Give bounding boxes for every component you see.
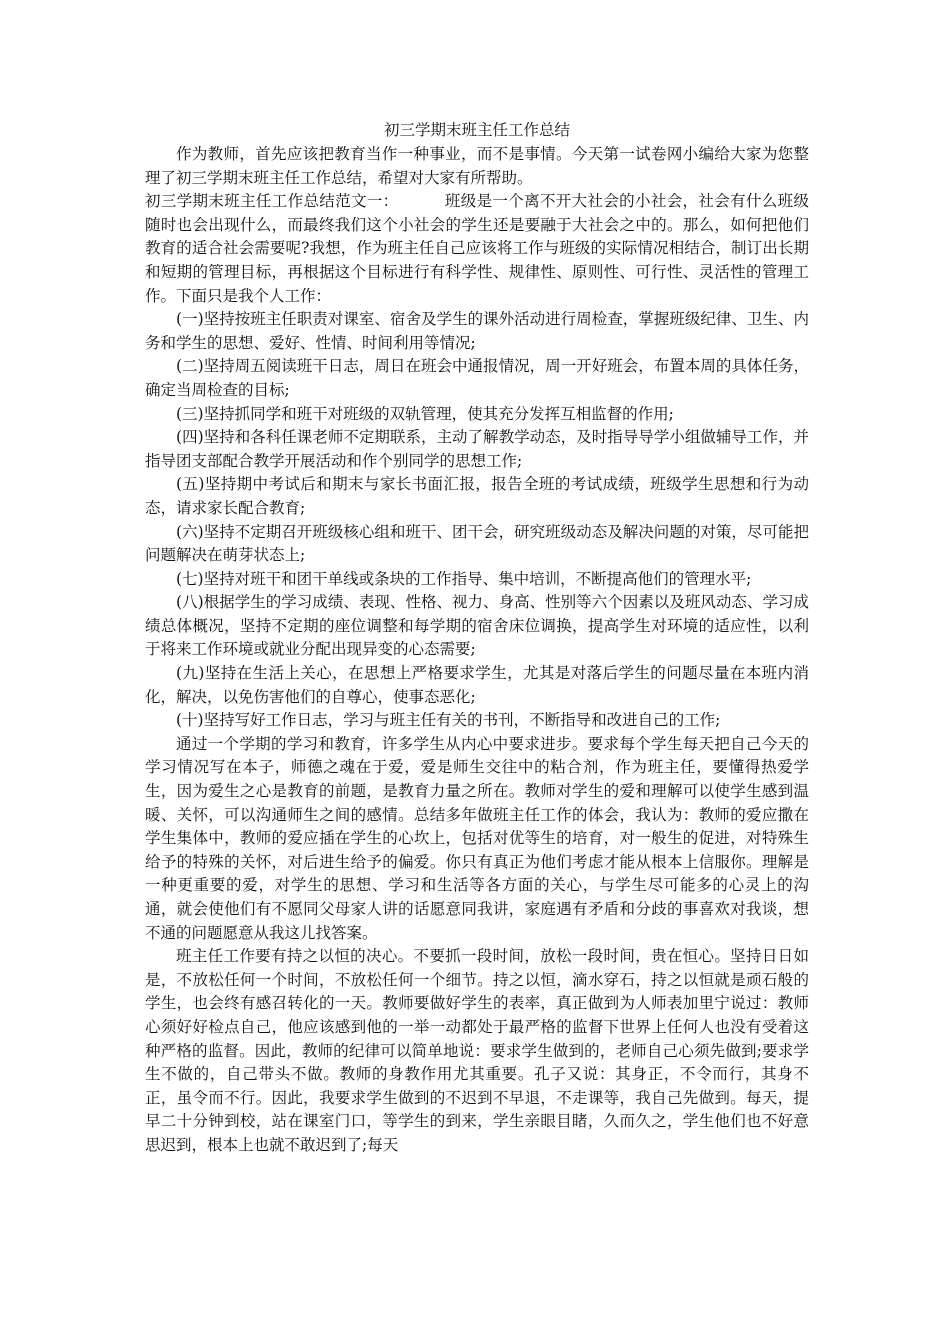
list-item: (一)坚持按班主任职责对课室、宿舍及学生的课外活动进行周检查，掌握班级纪律、卫生、内务和学生的思想、爱好、性情、时间利用等情况; [145, 310, 809, 352]
intro-paragraph: 作为教师，首先应该把教育当作一种事业，而不是事情。今天第一试卷网小编给大家为您整理了初三学期末班主任工作总结，希望对大家有所帮助。 [145, 145, 809, 187]
sample-heading: 初三学期末班主任工作总结范文一： [145, 192, 399, 211]
list-item: (八)根据学生的学习成绩、表现、性格、视力、身高、性别等六个因素以及班风动态、学习成绩总体概况，坚持不定期的座位调整和每学期的宿舍床位调换，提高学生对环境的适应性，以利于将来工作环境或就业分配出现异变的心态需要; [145, 593, 809, 659]
list-item: (二)坚持周五阅读班干日志，周日在班会中通报情况，周一开好班会，布置本周的具体任务，确定当周检查的目标; [145, 357, 809, 399]
body-paragraph-1: 通过一个学期的学习和教育，许多学生从内心中要求进步。要求每个学生每天把自己今天的学习情况写在本子，师德之魂在于爱，爱是师生交往中的粘合剂，作为班主任，要懂得热爱学生，因为爱生之心是教育的前题，是教育力量之所在。教师对学生的爱和理解可以使学生感到温暖、关怀，可以沟通师生之间的感情。总结多年做班主任工作的体会，我认为：教师的爱应撒在学生集体中，教师的爱应插在学生的心坎上，包括对优等生的培育，对一般生的促进，对特殊生给予的特殊的关怀，对后进生给予的偏爱。你只有真正为他们考虑才能从根本上信服你。理解是一种更重要的爱，对学生的思想、学习和生活等各方面的关心，与学生尽可能多的心灵上的沟通，就会使他们有不愿同父母家人讲的话愿意同我讲，家庭遇有矛盾和分歧的事喜欢对我谈，想不通的问题愿意从我这儿找答案。 [145, 734, 809, 942]
list-item: (四)坚持和各科任课老师不定期联系，主动了解教学动态，及时指导导学小组做辅导工作，并指导团支部配合教学开展活动和作个别同学的思想工作; [145, 428, 809, 470]
list-item: (三)坚持抓同学和班干对班级的双轨管理，使其充分发挥互相监督的作用; [176, 404, 674, 423]
list-item: (九)坚持在生活上关心，在思想上严格要求学生，尤其是对落后学生的问题尽量在本班内消化，解决，以免伤害他们的自尊心，使事态恶化; [145, 664, 809, 706]
list-item: (七)坚持对班干和团干单线或条块的工作指导、集中培训，不断提高他们的管理水平; [176, 569, 752, 588]
list-item: (五)坚持期中考试后和期末与家长书面汇报，报告全班的考试成绩，班级学生思想和行为动态，请求家长配合教育; [145, 475, 809, 517]
sample-text: 班级是一个离不开大社会的小社会，社会有什么班级随时也会出现什么，而最终我们这个小社会的学生还是要融于大社会之中的。那么，如何把他们教育的适合社会需要呢?我想，作为班主任自己应该将工作与班级的实际情况相结合，制订出长期和短期的管理目标，再根据这个目标进行有科学性、规律性、原则性、可行性、灵活性的管理工作。下面只是我个人工作： [145, 192, 809, 305]
document-title: 初三学期末班主任工作总结 [383, 121, 570, 139]
document-page [145, 118, 809, 1158]
body-paragraph-2: 班主任工作要有持之以恒的决心。不要抓一段时间，放松一段时间，贵在恒心。坚持日日如是，不放松任何一个时间，不放松任何一个细节。持之以恒，滴水穿石，持之以恒就是顽石般的学生，也会终有感召转化的一天。教师要做好学生的表率，真正做到为人师表加里宁说过：教师心须好好检点自己，他应该感到他的一举一动都处于最严格的监督下世界上任何人也没有受着这种严格的监督。因此，教师的纪律可以简单地说：要求学生做到的，老师自己心须先做到;要求学生不做的，自己带头不做。教师的身教作用尤其重要。孔子又说：其身正，不令而行，其身不正，虽令而不行。因此，我要求学生做到的不迟到不早退，不走课等，我自己先做到。每天，提早二十分钟到校，站在课室门口，等学生的到来，学生亲眼目睹，久而久之，学生他们也不好意思迟到，根本上也就不敢迟到了;每天 [145, 947, 809, 1154]
sample-paragraph [145, 190, 809, 308]
list-item: (十)坚持写好工作日志，学习与班主任有关的书刊，不断指导和改进自己的工作; [176, 711, 721, 730]
list-item: (六)坚持不定期召开班级核心组和班干、团干会，研究班级动态及解决问题的对策，尽可能把问题解决在萌芽状态上; [145, 522, 809, 565]
